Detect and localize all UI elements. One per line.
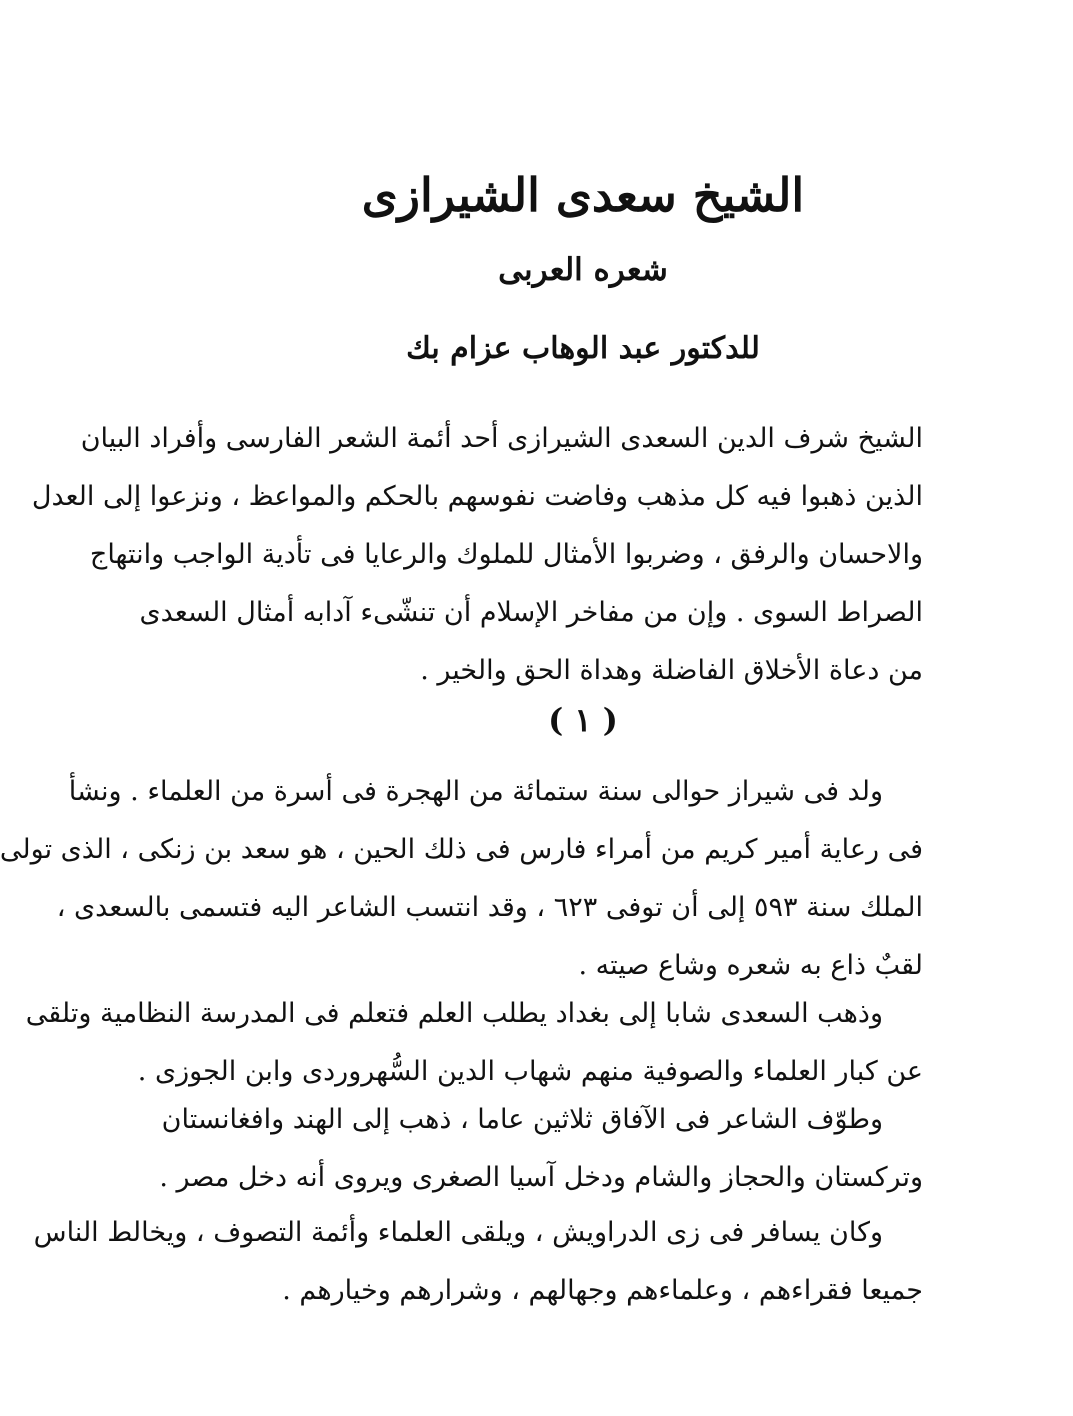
paragraph-birth: [0, 763, 923, 995]
text-line: الذين ذهبوا فيه كل مذهب وفاضت نفوسهم بالحكم والمواعظ ، ونزعوا إلى العدل: [31, 481, 923, 512]
intro-paragraph: [31, 410, 923, 700]
page-subtitle: شعره العربى: [498, 252, 668, 288]
author-line: للدكتور عبد الوهاب عزام بك: [406, 331, 760, 366]
text-line: لقبٌ ذاع به شعره وشاع صيته .: [578, 950, 923, 981]
text-line: من دعاة الأخلاق الفاضلة وهداة الحق والخير .: [420, 655, 923, 686]
page-title: الشيخ سعدى الشيرازى: [361, 168, 805, 222]
text-line: عن كبار العلماء والصوفية منهم شهاب الدين السُّهروردى وابن الجوزى .: [137, 1056, 923, 1087]
text-line: وذهب السعدى شابا إلى بغداد يطلب العلم فتعلم فى المدرسة النظامية وتلقى: [25, 998, 883, 1029]
text-line: الملك سنة ٥٩٣ إلى أن توفى ٦٢٣ ، وقد انتسب الشاعر اليه فتسمى بالسعدى ،: [56, 892, 923, 923]
text-line: ولد فى شيراز حوالى سنة ستمائة من الهجرة فى أسرة من العلماء . ونشأ: [68, 776, 883, 807]
text-line: فى رعاية أمير كريم من أمراء فارس فى ذلك الحين ، هو سعد بن زنكى ، الذى تولى: [0, 834, 923, 865]
text-line: وتركستان والحجاز والشام ودخل آسيا الصغرى ويروى أنه دخل مصر .: [159, 1162, 923, 1193]
text-line: وطوّف الشاعر فى الآفاق ثلاثين عاما ، ذهب إلى الهند وافغانستان: [161, 1104, 883, 1135]
paragraph-baghdad: [25, 985, 923, 1101]
text-line: والاحسان والرفق ، وضربوا الأمثال للملوك والرعايا فى تأدية الواجب وانتهاج: [89, 539, 923, 570]
section-number: ( ١ ): [548, 701, 618, 739]
text-line: وكان يسافر فى زى الدراويش ، ويلقى العلماء وأئمة التصوف ، ويخالط الناس: [33, 1217, 883, 1248]
paragraph-dervish: [33, 1204, 923, 1320]
text-line: جميعا فقراءهم ، وعلماءهم وجهالهم ، وشرارهم وخيارهم .: [282, 1275, 923, 1306]
text-line: الصراط السوى . وإن من مفاخر الإسلام أن تنشّىء آدابه أمثال السعدى: [139, 597, 923, 628]
paragraph-travels: [159, 1091, 923, 1207]
text-line: الشيخ شرف الدين السعدى الشيرازى أحد أئمة الشعر الفارسى وأفراد البيان: [80, 423, 923, 454]
